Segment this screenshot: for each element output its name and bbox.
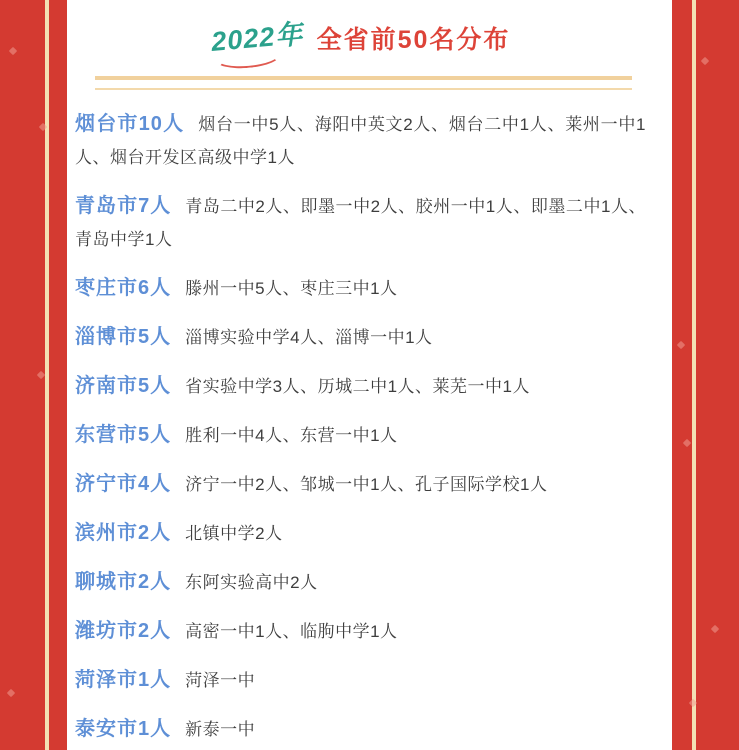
city-entry xyxy=(75,713,646,746)
band-ornament-icon xyxy=(9,47,17,55)
city-count-label: 青岛市7人 xyxy=(75,195,172,217)
school-list: 滕州一中5人、枣庄三中1人 xyxy=(185,279,398,298)
city-entry xyxy=(75,370,646,403)
city-entry xyxy=(75,615,646,648)
school-list: 济宁一中2人、邹城一中1人、孔子国际学校1人 xyxy=(185,475,548,494)
city-count-label: 枣庄市6人 xyxy=(75,277,172,299)
city-entry xyxy=(75,566,646,599)
school-list: 烟台一中5人、海阳中英文2人、烟台二中1人、莱州一中1人、烟台开发区高级中学1人 xyxy=(75,115,647,167)
school-list: 北镇中学2人 xyxy=(185,524,283,543)
city-distribution-list xyxy=(75,108,646,746)
school-list: 新泰一中 xyxy=(185,720,256,739)
school-list: 淄博实验中学4人、淄博一中1人 xyxy=(185,328,433,347)
right-red-border xyxy=(672,0,739,750)
left-cream-stripe xyxy=(45,0,49,750)
right-cream-stripe xyxy=(692,0,696,750)
page-header xyxy=(75,0,646,62)
city-count-label: 滨州市2人 xyxy=(75,522,172,544)
city-count-label: 烟台市10人 xyxy=(75,113,185,135)
band-ornament-icon xyxy=(37,371,45,379)
band-ornament-icon xyxy=(677,341,685,349)
city-entry xyxy=(75,419,646,452)
band-ornament-icon xyxy=(711,625,719,633)
city-count-label: 菏泽市1人 xyxy=(75,669,172,691)
city-count-label: 聊城市2人 xyxy=(75,571,172,593)
year-label-wrap xyxy=(209,12,304,59)
page-title: 全省前50名分布 xyxy=(316,26,511,54)
city-entry xyxy=(75,190,646,256)
school-list: 高密一中1人、临朐中学1人 xyxy=(185,622,398,641)
band-ornament-icon xyxy=(683,439,691,447)
city-count-label: 潍坊市2人 xyxy=(75,620,172,642)
city-entry xyxy=(75,321,646,354)
content-area xyxy=(67,0,672,750)
band-ornament-icon xyxy=(701,57,709,65)
city-count-label: 济宁市4人 xyxy=(75,473,172,495)
city-count-label: 淄博市5人 xyxy=(75,326,172,348)
city-entry xyxy=(75,517,646,550)
city-entry xyxy=(75,108,646,174)
school-list: 省实验中学3人、历城二中1人、莱芜一中1人 xyxy=(185,377,530,396)
band-ornament-icon xyxy=(7,689,15,697)
city-count-label: 东营市5人 xyxy=(75,424,172,446)
city-entry xyxy=(75,468,646,501)
left-red-border xyxy=(0,0,67,750)
school-list: 胜利一中4人、东营一中1人 xyxy=(185,426,398,445)
school-list: 菏泽一中 xyxy=(185,671,256,690)
school-list: 东阿实验高中2人 xyxy=(185,573,318,592)
school-list: 青岛二中2人、即墨一中2人、胶州一中1人、即墨二中1人、青岛中学1人 xyxy=(75,197,646,249)
double-rule-divider xyxy=(95,76,632,90)
year-label: 2022年 xyxy=(209,18,304,57)
city-count-label: 泰安市1人 xyxy=(75,718,172,740)
city-entry xyxy=(75,272,646,305)
city-entry xyxy=(75,664,646,697)
city-count-label: 济南市5人 xyxy=(75,375,172,397)
